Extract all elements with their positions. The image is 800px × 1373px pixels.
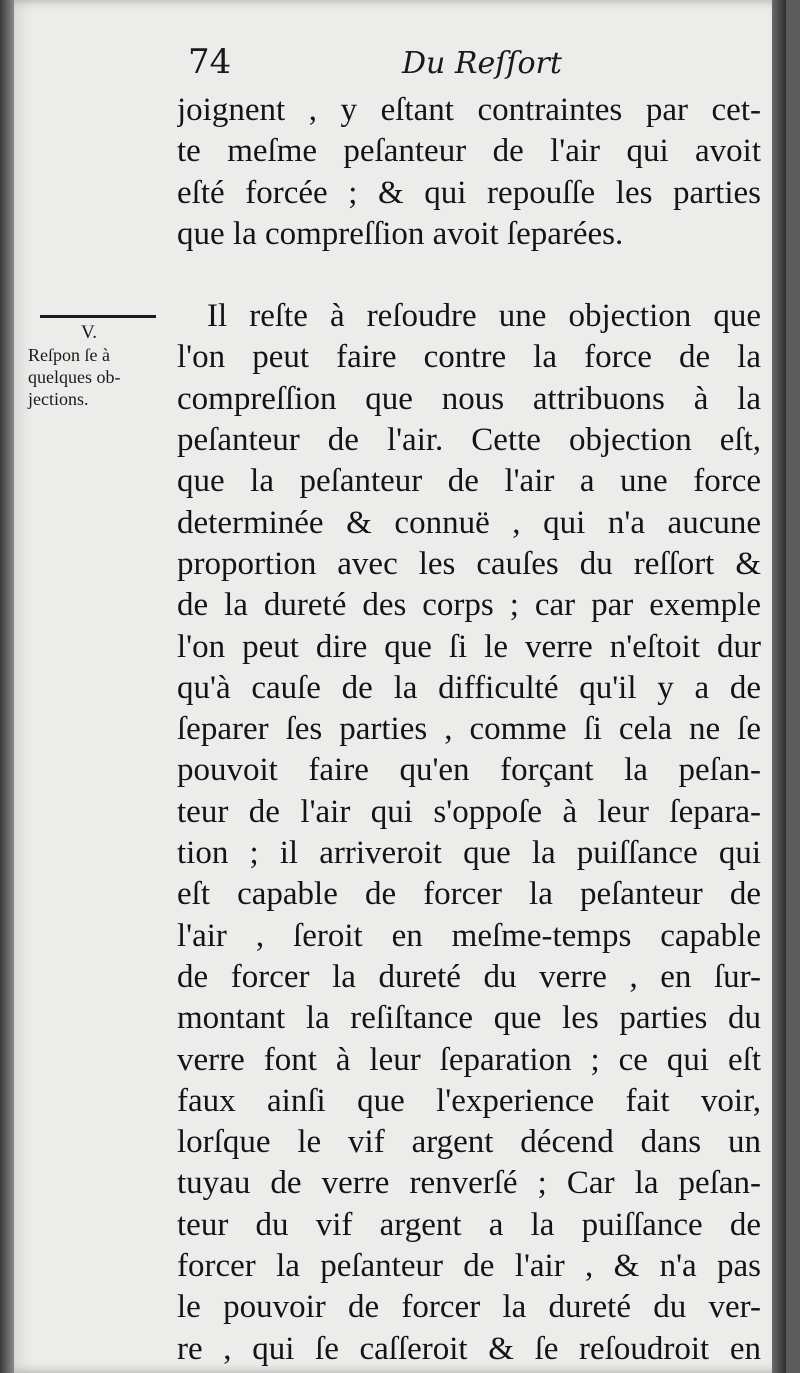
side-note-line: jections. xyxy=(28,389,89,409)
text-line: que la peſanteur de l'air a une force xyxy=(177,463,761,500)
text-line: verre font à leur ſeparation ; ce qui eſt xyxy=(177,1041,761,1078)
text-line: Il reſte à reſoudre une objection que xyxy=(207,298,761,335)
text-line: montant la reſiſtance que les parties du xyxy=(177,1000,761,1037)
margin-rule xyxy=(40,315,156,318)
text-line: tuyau de verre renverſé ; Car la peſan- xyxy=(177,1165,761,1202)
text-line: tion ; il arriveroit que la puiſſance qui xyxy=(177,835,761,872)
text-line: proportion avec les cauſes du reſſort & xyxy=(177,545,761,582)
paragraph-2 xyxy=(177,296,761,337)
text-line: qu'à cauſe de la difficulté qu'il y a de xyxy=(177,669,761,706)
text-line: forcer la peſanteur de l'air , & n'a pas xyxy=(177,1248,761,1285)
body-text xyxy=(177,90,761,1370)
text-line: faux ainſi que l'experience fait voir, xyxy=(177,1082,761,1119)
text-line: eſt capable de forcer la peſanteur de xyxy=(177,876,761,913)
text-line: determinée & connuë , qui n'a aucune xyxy=(177,504,761,541)
text-line: eſté forcée ; & qui repouſſe les parties xyxy=(177,174,761,211)
page-right-edge xyxy=(772,0,786,1373)
side-note xyxy=(28,322,166,410)
text-line: peſanteur de l'air. Cette objection eſt, xyxy=(177,422,761,459)
text-line: teur du vif argent a la puiſſance de xyxy=(177,1206,761,1243)
paragraph-2-body xyxy=(177,337,761,1369)
page-number: 74 xyxy=(188,42,232,82)
text-line: re , qui ſe caſſeroit & ſe reſoudroit en xyxy=(177,1330,761,1367)
page-left-shadow xyxy=(0,0,14,1373)
side-note-numeral: V. xyxy=(80,322,98,343)
text-line: teur de l'air qui s'oppoſe à leur ſepara- xyxy=(177,793,761,830)
paragraph-1 xyxy=(177,90,761,255)
text-line: ſeparer ſes parties , comme ſi cela ne ſe xyxy=(177,711,761,748)
running-title: Du Reſſort xyxy=(402,46,562,81)
text-line: que la compreſſion avoit ſeparées. xyxy=(177,215,624,252)
text-line: lorſque le vif argent décend dans un xyxy=(177,1124,761,1161)
text-line: compreſſion que nous attribuons à la xyxy=(177,380,761,417)
text-line: pouvoit faire qu'en forçant la peſan- xyxy=(177,752,761,789)
text-line: joignent , y eſtant contraintes par cet- xyxy=(177,92,761,128)
side-note-line: Reſpon ſe à xyxy=(28,345,110,365)
paragraph-gap xyxy=(177,255,761,296)
text-line: le pouvoir de forcer la dureté du ver- xyxy=(177,1289,761,1326)
page-header xyxy=(188,42,578,94)
text-line: l'air , ſeroit en meſme-temps capable xyxy=(177,917,761,954)
text-line: l'on peut faire contre la force de la xyxy=(177,339,761,376)
text-line: l'on peut dire que ſi le verre n'eſtoit dur xyxy=(177,628,761,665)
text-line: de la dureté des corps ; car par exemple xyxy=(177,587,761,624)
text-line: de forcer la dureté du verre , en ſur- xyxy=(177,958,761,995)
text-line: te meſme peſanteur de l'air qui avoit xyxy=(177,133,761,170)
side-note-line: quelques ob- xyxy=(28,367,121,387)
